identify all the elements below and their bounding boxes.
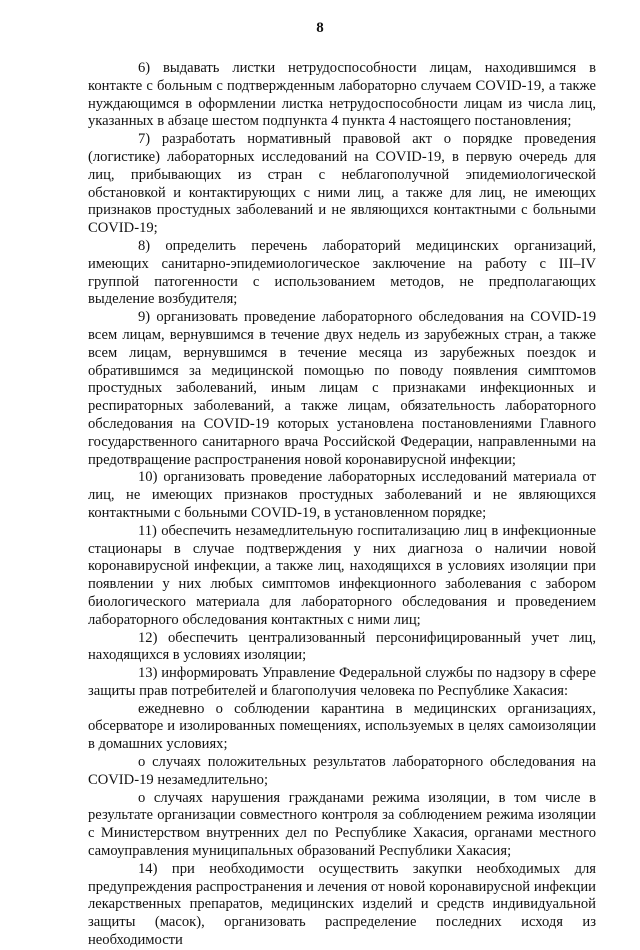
paragraph-10: 10) организовать проведение лабораторных исследований материала от лиц, не имеющих признаков простудных заболеваний и не являющихся контактными с больными COVID-19, в установленном порядке; [88,469,596,521]
paragraph-11: 11) обеспечить незамедлительную госпитализацию лиц в инфекционные стационары в случае подтверждения у них диагноза о наличии новой коронавирусной инфекции, а также лиц, находящихся в условиях изоляции при появлении у них любых симптомов инфекционного заболевания с забором биологического материала для лабораторного обследования и проведением лабораторного обследования контактных с ними лиц; [88,522,596,628]
paragraph-14: 14) при необходимости осуществить закупки необходимых для предупреждения распространения и лечения от новой коронавирусной инфекции лекарственных препаратов, медицинских изделий и средств индивидуальной защиты (масок), организовать распределение последних исходя из необходимости [88,860,596,949]
document-body [88,60,596,950]
paragraph-7: 7) разработать нормативный правовой акт о порядке проведения (логистике) лабораторных исследований на COVID-19, в первую очередь для лиц, прибывающих из стран с неблагополучной эпидемиологической обстановкой и контактирующих с ними лиц, а также для лиц, не имеющих признаков простудных заболеваний и не являющихся контактными с больными COVID-19; [88,131,596,237]
paragraph-6: 6) выдавать листки нетрудоспособности лицам, находившимся в контакте с больным с подтвержденным лабораторно случаем COVID-19, а также нуждающимся в оформлении листка нетрудоспособности лицам из числа лиц, указанных в абзаце шестом подпункта 4 пункта 4 настоящего постановления; [88,60,596,130]
paragraph-9: 9) организовать проведение лабораторного обследования на COVID-19 всем лицам, вернувшимся в течение двух недель из зарубежных стран, а также всем лицам, вернувшимся в течение месяца из зарубежных поездок и обратившимся за медицинской помощью по поводу появления симптомов простудных заболеваний, иным лицам с признаками инфекционных и респираторных заболеваний, а также лицам, обязательность лабораторного обследования на COVID-19 которых установлена постановлениями Главного государственного санитарного врача Российской Федерации, направленными на предотвращение распространения новой коронавирусной инфекции; [88,309,596,468]
paragraph-13-daily: ежедневно о соблюдении карантина в медицинских организациях, обсерваторе и изолированных помещениях, используемых в целях самоизоляции в домашних условиях; [88,700,596,753]
paragraph-13: 13) информировать Управление Федеральной службы по надзору в сфере защиты прав потребителей и благополучия человека по Республике Хакасия: [88,665,596,699]
page-number: 8 [316,20,324,36]
paragraph-13-positive: о случаях положительных результатов лабораторного обследования на COVID-19 незамедлительно; [88,754,596,788]
paragraph-12: 12) обеспечить централизованный персонифицированный учет лиц, находящихся в условиях изоляции; [88,629,596,664]
paragraph-13-violations: о случаях нарушения гражданами режима изоляции, в том числе в результате организации совместного контроля за соблюдением режима изоляции с Министерством внутренних дел по Республике Хакасия, органами местного самоуправления муниципальных образований Республики Хакасия; [88,789,596,860]
paragraph-8: 8) определить перечень лабораторий медицинских организаций, имеющих санитарно-эпидемиологическое заключение на работу с III–IV группой патогенности с использованием методов, не предполагающих выделение возбудителя; [88,237,596,308]
